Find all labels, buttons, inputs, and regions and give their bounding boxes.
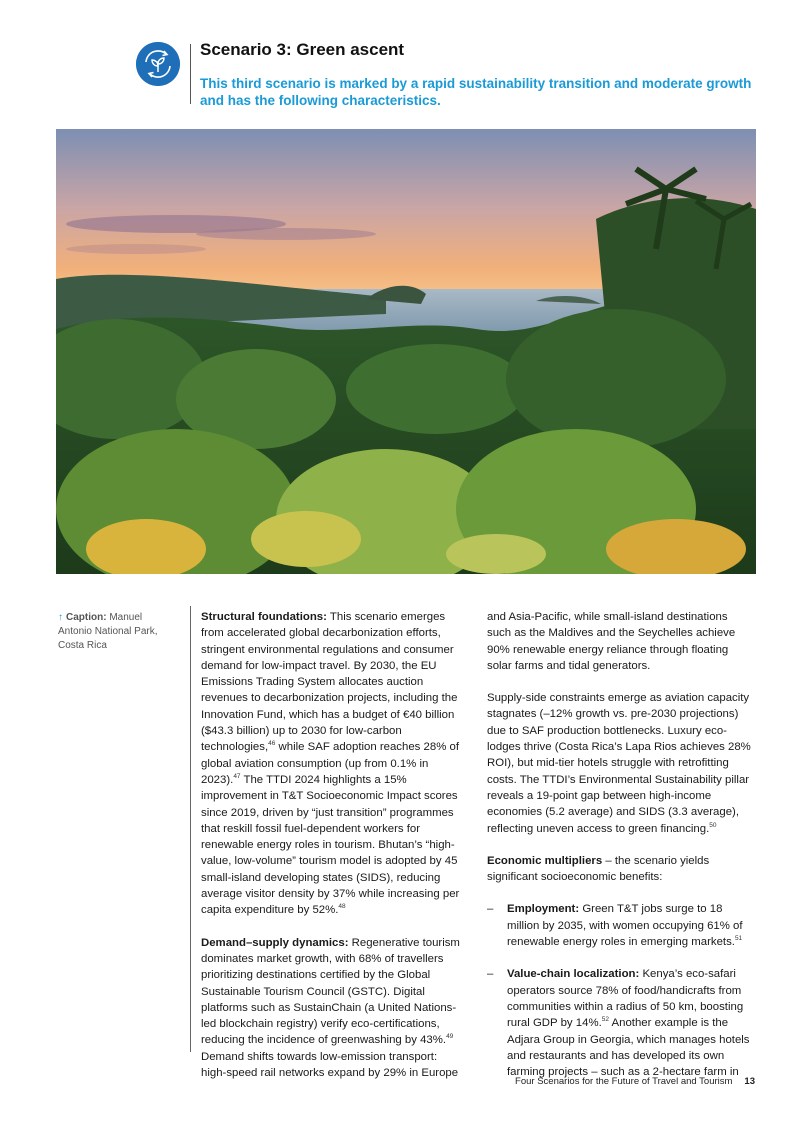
page-footer <box>515 1076 755 1087</box>
list-item-value-chain <box>487 966 751 1080</box>
hero-photo-rainforest-coast <box>56 129 756 574</box>
body-text: and Asia-Pacific, while small-island destinations such as the Maldives and the Seychelles achieve 90% renewable energy reliance through floating solar farms and tidal generators. <box>487 611 736 672</box>
footnote-ref: 47 <box>233 773 241 781</box>
footnote-ref: 51 <box>734 935 743 943</box>
heading-employment: Employment: <box>507 903 580 916</box>
heading-economic-multipliers: Economic multipliers <box>487 854 603 867</box>
paragraph-continued <box>487 609 751 674</box>
footer-title: Four Scenarios for the Future of Travel and Tourism <box>515 1076 733 1087</box>
body-text: This scenario emerges from accelerated global decarbonization efforts, stringent environmental regulations and consumer demand for low-impact travel. By 2030, the EU Emissions Trading System allocates auction revenues to decarbonization projects, including the Innovation Fund, which has a budget of €40 billion ($43.3 billion) up to 2030 for low-carbon technologies, <box>201 611 458 754</box>
caption-label: Caption: <box>66 612 107 623</box>
heading-demand-supply: Demand–supply dynamics: <box>201 936 349 949</box>
left-column <box>201 609 465 1097</box>
caption-text: Manuel Antonio National Park, Costa Rica <box>58 612 158 651</box>
paragraph-economic-multipliers <box>487 853 751 886</box>
right-column <box>487 609 751 1096</box>
body-text: – the scenario yields significant socioeconomic benefits: <box>487 854 710 884</box>
page-number: 13 <box>744 1076 755 1087</box>
list-dash: – <box>487 903 494 916</box>
photo-caption <box>58 611 178 653</box>
footnote-ref: 48 <box>338 903 346 911</box>
header-divider <box>190 44 191 104</box>
body-text: Kenya’s eco-safari operators source 78% of food/handicrafts from communities within a radius of 50 km, boosting rural GDP by 14%. <box>507 968 744 1030</box>
footnote-ref: 52 <box>601 1016 609 1024</box>
body-text: Regenerative tourism dominates market growth, with 68% of travellers prioritizing destinations certified by the Global Sustainable Tourism Council (GSTC). Digital platforms such as SustainChain (a United Nations-led blockchain registry) verify eco-certifications, reducing the incidence of greenwashing by 43%. <box>201 936 460 1047</box>
body-text: while SAF adoption reaches 28% of global aviation consumption (up from 0.1% in 2023). <box>201 741 459 786</box>
list-item-employment <box>487 901 751 950</box>
page-subtitle: This third scenario is marked by a rapid sustainability transition and moderate growth and has the following characteristics. <box>200 76 752 108</box>
page-title: Scenario 3: Green ascent <box>200 40 405 59</box>
heading-value-chain: Value-chain localization: <box>507 968 640 981</box>
body-text: The TTDI 2024 highlights a 15% improvement in T&T Socioeconomic Impact scores since 2019, driven by “just transition” programmes that reskill fossil fuel-dependent workers for renewable energy roles in tourism. Bhutan’s “high-value, low-volume” tourism model is adopted by 45 small-island developing states (SIDS), reducing average visitor density by 37% while increasing per capita expenditure by 52%. <box>201 773 460 917</box>
paragraph-structural-foundations <box>201 609 465 919</box>
footnote-ref: 49 <box>446 1033 454 1041</box>
heading-structural-foundations: Structural foundations: <box>201 611 327 623</box>
column-divider <box>190 606 191 1052</box>
sustainability-leaf-cycle-icon <box>136 42 180 86</box>
paragraph-supply-constraints <box>487 690 751 837</box>
footnote-ref: 46 <box>268 740 276 748</box>
footnote-ref: 50 <box>709 821 717 829</box>
body-text: Demand shifts towards low-emission transport: high-speed rail networks expand by 29% in Europe <box>201 1050 459 1080</box>
body-text: Green T&T jobs surge to 18 million by 2035, with women occupying 61% of renewable energy roles in emerging markets. <box>507 903 743 949</box>
body-text: Another example is the Adjara Group in Georgia, which manages hotels and restaurants and has developed its own farming projects – such as a 2-hectare farm in <box>507 1017 750 1079</box>
arrow-up-icon: ↑ <box>58 612 63 623</box>
list-dash: – <box>487 968 494 981</box>
paragraph-demand-supply <box>201 935 465 1082</box>
body-text: Supply-side constraints emerge as aviation capacity stagnates (–12% growth vs. pre-2030 projections) due to SAF production bottlenecks. Luxury eco-lodges thrive (Costa Rica’s Lapa Rios achieves 28% ROI), but mid-tier hotels struggle with retrofitting costs. The TTDI’s Environmental Sustainability pillar reveals a 19-point gap between high-income economies (5.2 average) and SIDS (3.3 average), reflecting uneven access to green financing. <box>487 692 751 835</box>
